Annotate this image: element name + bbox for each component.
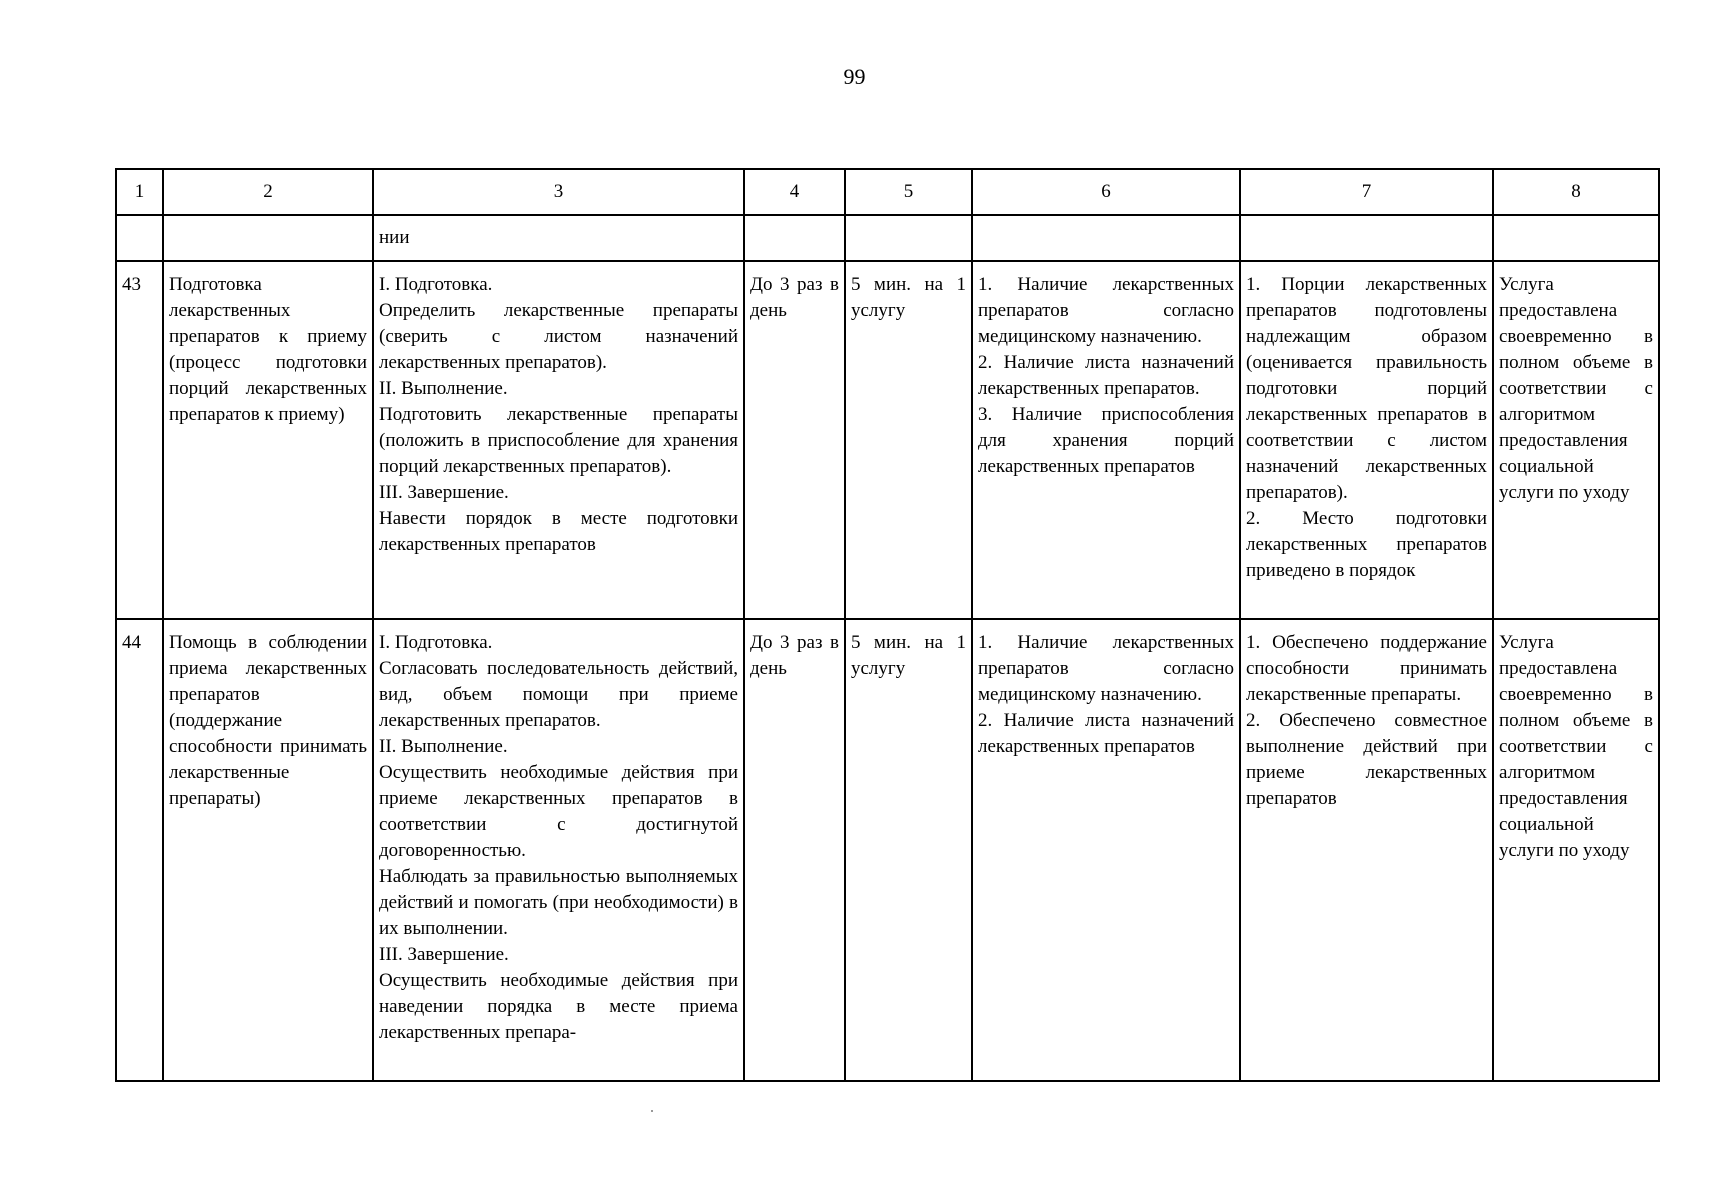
condition-text: 1. Наличие лекарственных препаратов согласно медицинскому назначению. — [978, 274, 1234, 347]
condition-text: 3. Наличие приспособления для хранения порций лекарственных препаратов — [978, 404, 1234, 477]
column-number: 8 — [1493, 169, 1659, 215]
step-text: Навести порядок в месте подготовки лекарственных препаратов — [379, 508, 738, 555]
step-text: II. Выполнение. — [379, 378, 508, 399]
result-text: 1. Порции лекарственных препаратов подготовлены надлежащим образом (оценивается правильность подготовки порций лекарственных препаратов в соответствии с листом назначений лекарственных препаратов). — [1246, 274, 1487, 503]
service-name: Подготовка лекарственных препаратов к приему (процесс подготовки порций лекарственных препаратов к приему) — [163, 261, 373, 619]
page-number: 99 — [843, 64, 866, 89]
row-number: 43 — [116, 261, 163, 619]
evaluation: Услуга предоставлена своевременно в полном объеме в соответствии с алгоритмом предоставления социальной услуги по уходу — [1493, 261, 1659, 619]
frequency: До 3 раз в день — [744, 619, 845, 1081]
step-text: Осуществить необходимые действия при наведении порядка в месте приема лекарственных препара- — [379, 970, 738, 1043]
table-cell — [972, 215, 1240, 261]
table-cell — [845, 215, 972, 261]
result-text: 1. Обеспечено поддержание способности принимать лекарственные препараты. — [1246, 632, 1487, 705]
step-text: Определить лекарственные препараты (сверить с листом назначений лекарственных препаратов). — [379, 300, 738, 373]
column-number: 7 — [1240, 169, 1493, 215]
table-cell — [116, 215, 163, 261]
results — [1240, 261, 1493, 619]
step-text: III. Завершение. — [379, 944, 509, 965]
step-text: I. Подготовка. — [379, 632, 493, 653]
services-table — [115, 168, 1660, 1082]
column-number: 6 — [972, 169, 1240, 215]
service-name: Помощь в соблюдении приема лекарственных препаратов (поддержание способности принимать лекарственные препараты) — [163, 619, 373, 1081]
result-text: 2. Обеспечено совместное выполнение действий при приеме лекарственных препаратов — [1246, 710, 1487, 809]
step-text: Согласовать последовательность действий, вид, объем помощи при приеме лекарственных препаратов. — [379, 658, 738, 731]
service-steps — [373, 261, 744, 619]
table-cell — [744, 215, 845, 261]
scan-speck — [651, 1110, 653, 1112]
table-row — [116, 619, 1659, 1081]
table-cell — [1493, 215, 1659, 261]
column-number: 5 — [845, 169, 972, 215]
table-cell: нии — [373, 215, 744, 261]
step-text: III. Завершение. — [379, 482, 509, 503]
table-cell — [1240, 215, 1493, 261]
step-text: Осуществить необходимые действия при приеме лекарственных препаратов в соответствии с достигнутой договоренностью. — [379, 762, 738, 861]
step-text: II. Выполнение. — [379, 736, 508, 757]
conditions — [972, 619, 1240, 1081]
result-text: 2. Место подготовки лекарственных препаратов приведено в порядок — [1246, 508, 1487, 581]
service-steps — [373, 619, 744, 1081]
condition-text: 2. Наличие листа назначений лекарственных препаратов. — [978, 352, 1234, 399]
column-number-row — [116, 169, 1659, 215]
row-number: 44 — [116, 619, 163, 1081]
conditions — [972, 261, 1240, 619]
column-number: 1 — [116, 169, 163, 215]
table-cell — [163, 215, 373, 261]
condition-text: 2. Наличие листа назначений лекарственных препаратов — [978, 710, 1234, 757]
table-row — [116, 261, 1659, 619]
step-text: Подготовить лекарственные препараты (положить в приспособление для хранения порций лекарственных препаратов). — [379, 404, 738, 477]
results — [1240, 619, 1493, 1081]
continuation-row — [116, 215, 1659, 261]
column-number: 4 — [744, 169, 845, 215]
step-text: Наблюдать за правильностью выполняемых действий и помогать (при необходимости) в их выполнении. — [379, 866, 738, 939]
time-norm: 5 мин. на 1 услугу — [845, 261, 972, 619]
evaluation: Услуга предоставлена своевременно в полном объеме в соответствии с алгоритмом предоставления социальной услуги по уходу — [1493, 619, 1659, 1081]
time-norm: 5 мин. на 1 услугу — [845, 619, 972, 1081]
frequency: До 3 раз в день — [744, 261, 845, 619]
step-text: I. Подготовка. — [379, 274, 493, 295]
column-number: 3 — [373, 169, 744, 215]
condition-text: 1. Наличие лекарственных препаратов согласно медицинскому назначению. — [978, 632, 1234, 705]
column-number: 2 — [163, 169, 373, 215]
